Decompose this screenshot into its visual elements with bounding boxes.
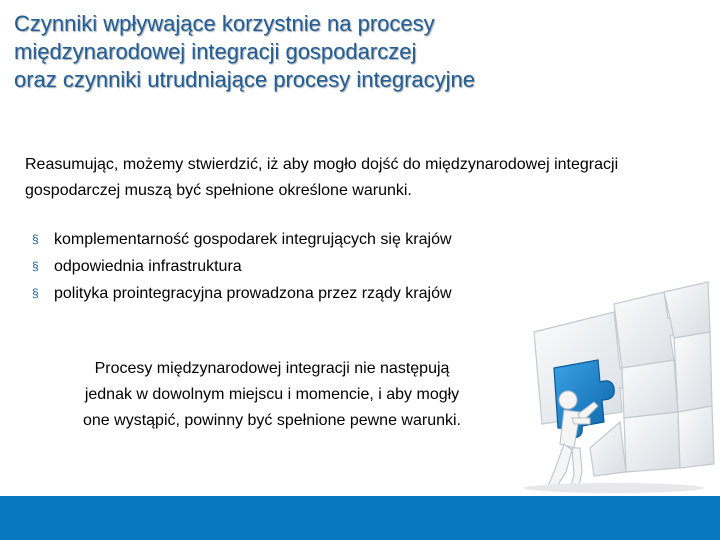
intro-line: Reasumując, możemy stwierdzić, iż aby mogło dojść do międzynarodowej integracji — [25, 156, 619, 173]
bullet-marker-icon: § — [32, 259, 39, 273]
conditions-list — [32, 226, 452, 307]
title-line: Czynniki wpływające korzystnie na procesy — [14, 11, 435, 36]
closing-line: Procesy międzynarodowej integracji nie następują — [94, 360, 450, 377]
list-item-text: polityka prointegracyjna prowadzona przez rządy krajów — [54, 285, 452, 302]
intro-line: gospodarczej muszą być spełnione określone warunki. — [25, 182, 412, 199]
list-item — [32, 226, 452, 253]
title-line: międzynarodowej integracji gospodarczej — [14, 39, 417, 64]
title-line: oraz czynniki utrudniające procesy integracyjne — [14, 67, 476, 92]
bullet-marker-icon: § — [32, 232, 39, 246]
closing-line: one wystąpić, powinny być spełnione pewne warunki. — [83, 412, 461, 429]
bullet-marker-icon: § — [32, 286, 39, 300]
footer-bar — [0, 496, 720, 540]
list-item-text: komplementarność gospodarek integrujących się krajów — [54, 231, 452, 248]
closing-paragraph — [40, 356, 504, 434]
closing-line: jednak w dowolnym miejscu i momencie, i aby mogły — [84, 386, 460, 403]
slide-title — [14, 10, 704, 94]
list-item — [32, 280, 452, 307]
puzzle-wall-figure-icon — [494, 272, 720, 500]
intro-paragraph — [25, 152, 705, 204]
list-item-text: odpowiednia infrastruktura — [54, 258, 242, 275]
list-item — [32, 253, 452, 280]
